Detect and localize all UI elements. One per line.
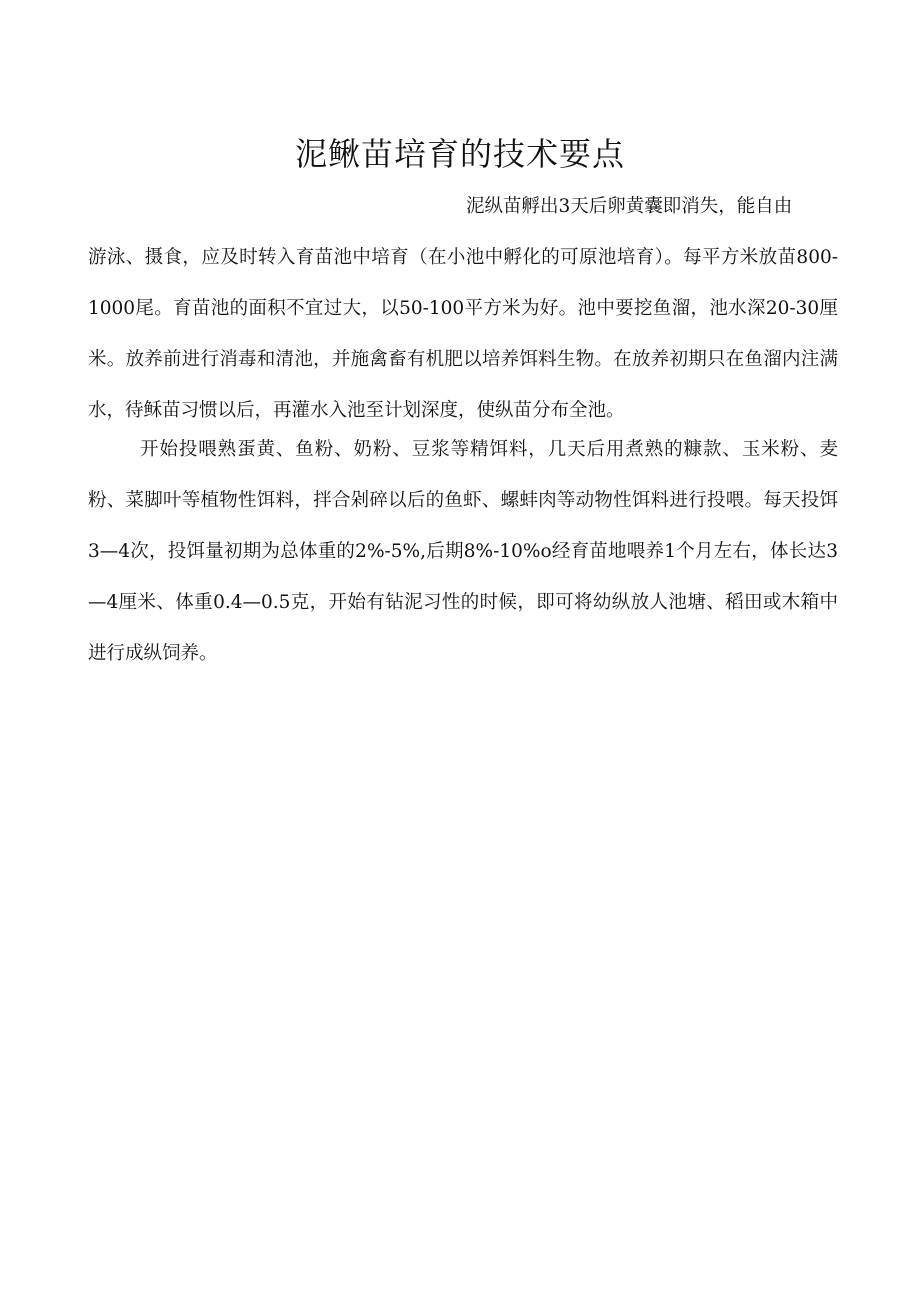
page-title: 泥鳅苗培育的技术要点 <box>294 135 625 173</box>
paragraph-1-body: 游泳、摄食，应及时转入育苗池中培育（在小池中孵化的可原池培育）。每平方米放苗800-1000尾。育苗池的面积不宜过大，以50-100平方米为好。池中要挖鱼溜，池水深20-30厘米。放养前进行消毒和清池，并施禽畜有机肥以培养饵料生物。在放养初期只在鱼溜内注满水，待稣苗习惯以后，再灌水入池至计划深度，使纵苗分布全池。 <box>88 247 838 421</box>
paragraph-2: 开始投喂熟蛋黄、鱼粉、奶粉、豆浆等精饵料，几天后用煮熟的糠款、玉米粉、麦粉、菜脚叶等植物性饵料，拌合剁碎以后的鱼虾、螺蚌肉等动物性饵料进行投喂。每天投饵3—4次，投饵量初期为总体重的2%-5%,后期8%-10%o经育苗地喂养1个月左右，体长达3—4厘米、体重0.4—0.5克，开始有钻泥习性的时候，即可将幼纵放人池塘、稻田或木箱中进行成纵饲养。 <box>88 439 838 664</box>
paragraph-1-first-line: 泥纵苗孵出3天后卵黄囊即消失，能自由 <box>466 196 793 217</box>
